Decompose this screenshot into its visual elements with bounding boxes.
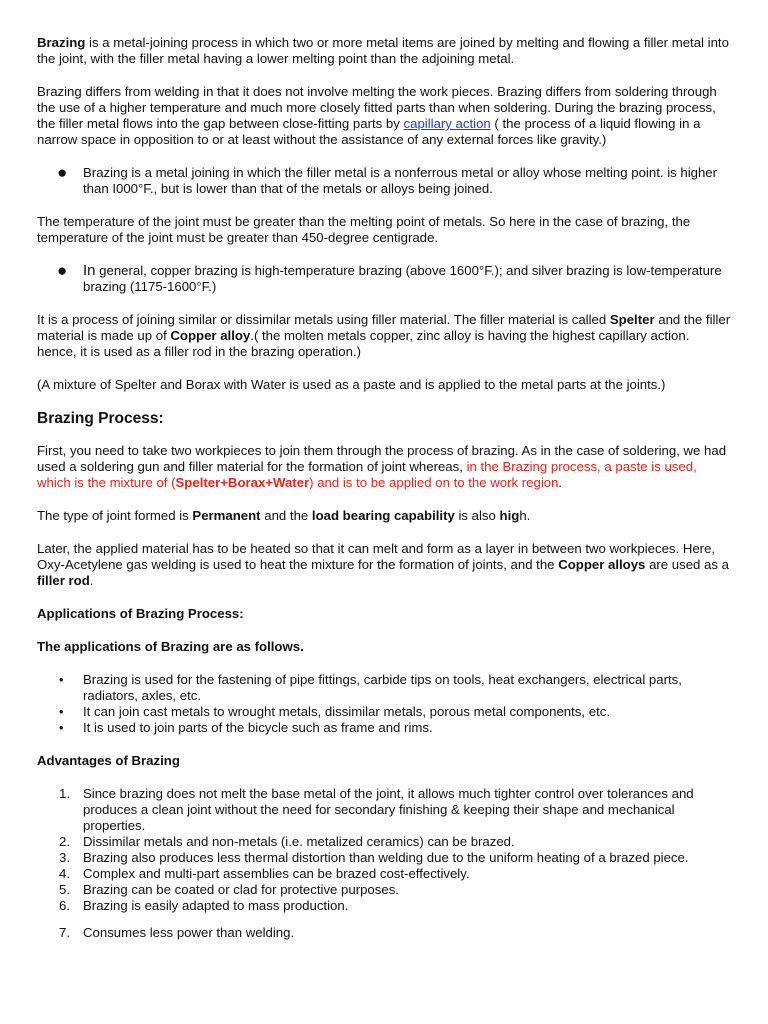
spelter-text-a: It is a process of joining similar or dissimilar metals using filler material. The filler material is called <box>37 312 610 327</box>
filler-metal-bullet-list <box>37 165 731 197</box>
joint-type-paragraph <box>37 508 731 524</box>
list-item-text: Since brazing does not melt the base metal of the joint, it allows much tighter control over tolerances and produces a clean joint without the need for secondary finishing & keeping their shape and mechanical properties. <box>83 786 694 833</box>
copper-brazing-bullet-list <box>37 263 731 295</box>
list-item-text: Dissimilar metals and non-metals (i.e. metalized ceramics) can be brazed. <box>83 834 515 849</box>
bullet-icon: • <box>59 704 64 719</box>
list-item <box>37 720 731 736</box>
list-number: 5. <box>59 882 70 897</box>
list-item-text: Complex and multi-part assemblies can be brazed cost-effectively. <box>83 866 470 881</box>
list-item <box>37 850 731 866</box>
term-filler-rod: filler rod <box>37 573 90 588</box>
bullet-icon: • <box>59 672 64 687</box>
subheading-text: The applications of Brazing are as follows. <box>37 639 304 654</box>
term-permanent: Permanent <box>192 508 261 523</box>
joint-text-d: is also <box>454 508 500 523</box>
applications-heading <box>37 606 731 622</box>
spelter-text-d: .( the molten metals copper, zinc alloy is having the highest capillary action. hence, it is used as a filler rod in the brazing operation.) <box>37 328 690 359</box>
list-number: 1. <box>59 786 70 801</box>
intro-text: is a metal-joining process in which two or more metal items are joined by melting and flowing a filler metal into the joint, with the filler metal having a lower melting point than the adjoining metal. <box>37 35 729 66</box>
list-item <box>37 882 731 898</box>
term-copper-alloys: Copper alloys <box>558 557 646 572</box>
list-item <box>37 834 731 850</box>
process-period: . <box>558 475 563 490</box>
heating-text-a: Later, the applied material has to be heated so that it can melt and form as a layer in between two workpieces. Here, Oxy-Acetylene gas welding is used to heat the mixture for the formation of joints, and the <box>37 541 716 572</box>
differences-text: Brazing differs from welding in that it does not involve melting the work pieces. Brazing differs from soldering through the use of a higher temperature and much more closely fitted parts than when soldering. During the brazing process, the filler metal flows into the gap between close-fitting parts by <box>37 84 717 131</box>
joint-text-e: h. <box>519 508 531 523</box>
brazing-process-heading <box>37 410 731 428</box>
advantages-heading <box>37 753 731 769</box>
list-item-text: Brazing is easily adapted to mass production. <box>83 898 349 913</box>
list-item <box>37 263 731 295</box>
list-item-text: Brazing is used for the fastening of pipe fittings, carbide tips on tools, heat exchangers, electrical parts, radiators, axles, etc. <box>83 672 682 703</box>
list-item <box>37 866 731 882</box>
list-item <box>37 898 731 914</box>
bullet-icon: ● <box>57 261 68 280</box>
applications-list <box>37 672 731 736</box>
list-item-text: Consumes less power than welding. <box>83 925 295 940</box>
bullet-first-word: In <box>83 262 96 279</box>
highlight-text: in the Brazing process, a paste is used, which is the mixture of ( <box>37 459 697 490</box>
process-paragraph <box>37 443 731 491</box>
spelter-text-c: and the filler material is made up of <box>37 312 731 343</box>
list-number: 6. <box>59 898 70 913</box>
mixture-paragraph: (A mixture of Spelter and Borax with Water is used as a paste and is applied to the metal parts at the joints.) <box>37 377 666 392</box>
list-item-text: Brazing also produces less thermal distortion than welding due to the uniform heating of a brazed piece. <box>83 850 689 865</box>
heating-text-c: are used as a <box>645 557 729 572</box>
intro-paragraph <box>37 35 731 67</box>
list-number: 4. <box>59 866 70 881</box>
list-item <box>37 786 731 834</box>
bullet-icon: • <box>59 720 64 735</box>
term-spelter: Spelter <box>609 312 655 327</box>
temperature-paragraph: The temperature of the joint must be greater than the melting point of metals. So here in the case of brazing, the temperature of the joint must be greater than 450-degree centigrade. <box>37 214 691 245</box>
process-text: First, you need to take two workpieces to join them through the process of brazing. As in the case of soldering, we had used a soldering gun and filler material for the formation of joint whereas, <box>37 443 727 474</box>
heating-paragraph <box>37 541 731 589</box>
capillary-definition: ( the process of a liquid flowing in a narrow space in opposition to or at least without the assistance of any external forces like gravity.) <box>37 116 701 147</box>
bullet-text: Brazing is a metal joining in which the filler metal is a nonferrous metal or alloy whose melting point. is higher than I000°F., but is lower than that of the metals or alloys being joined. <box>83 165 718 196</box>
list-item-text: It can join cast metals to wrought metals, dissimilar metals, porous metal components, etc. <box>83 704 610 719</box>
list-item <box>37 672 731 704</box>
term-brazing: Brazing <box>37 35 86 50</box>
highlight-mixture: Spelter+Borax+Water <box>175 475 310 490</box>
heading-text: Brazing Process: <box>37 410 164 427</box>
heading-text: Applications of Brazing Process: <box>37 606 244 621</box>
joint-text-c: and the <box>260 508 312 523</box>
capillary-action-link[interactable]: capillary action <box>403 116 491 131</box>
list-number: 2. <box>59 834 70 849</box>
list-item <box>37 704 731 720</box>
applications-subheading <box>37 639 731 655</box>
joint-text-a: The type of joint formed is <box>37 508 193 523</box>
differences-paragraph <box>37 84 731 148</box>
list-item <box>37 925 731 941</box>
highlight-text-end: ) and is to be applied on to the work region <box>309 475 559 490</box>
list-item <box>37 165 731 197</box>
term-load-bearing: load bearing capability <box>311 508 455 523</box>
advantages-list <box>37 786 731 941</box>
heating-text-d: . <box>89 573 94 588</box>
term-copper-alloy: Copper alloy <box>170 328 251 343</box>
heading-text: Advantages of Brazing <box>37 753 180 768</box>
term-high: hig <box>499 508 520 523</box>
spelter-paragraph <box>37 312 731 360</box>
bullet-icon: ● <box>57 163 68 182</box>
list-item-text: It is used to join parts of the bicycle such as frame and rims. <box>83 720 433 735</box>
list-number: 3. <box>59 850 70 865</box>
bullet-text: general, copper brazing is high-temperature brazing (above 1600°F.); and silver brazing is low-temperature brazing (1175-1600°F.) <box>83 263 722 294</box>
list-item-text: Brazing can be coated or clad for protective purposes. <box>83 882 399 897</box>
list-number: 7. <box>59 925 70 940</box>
